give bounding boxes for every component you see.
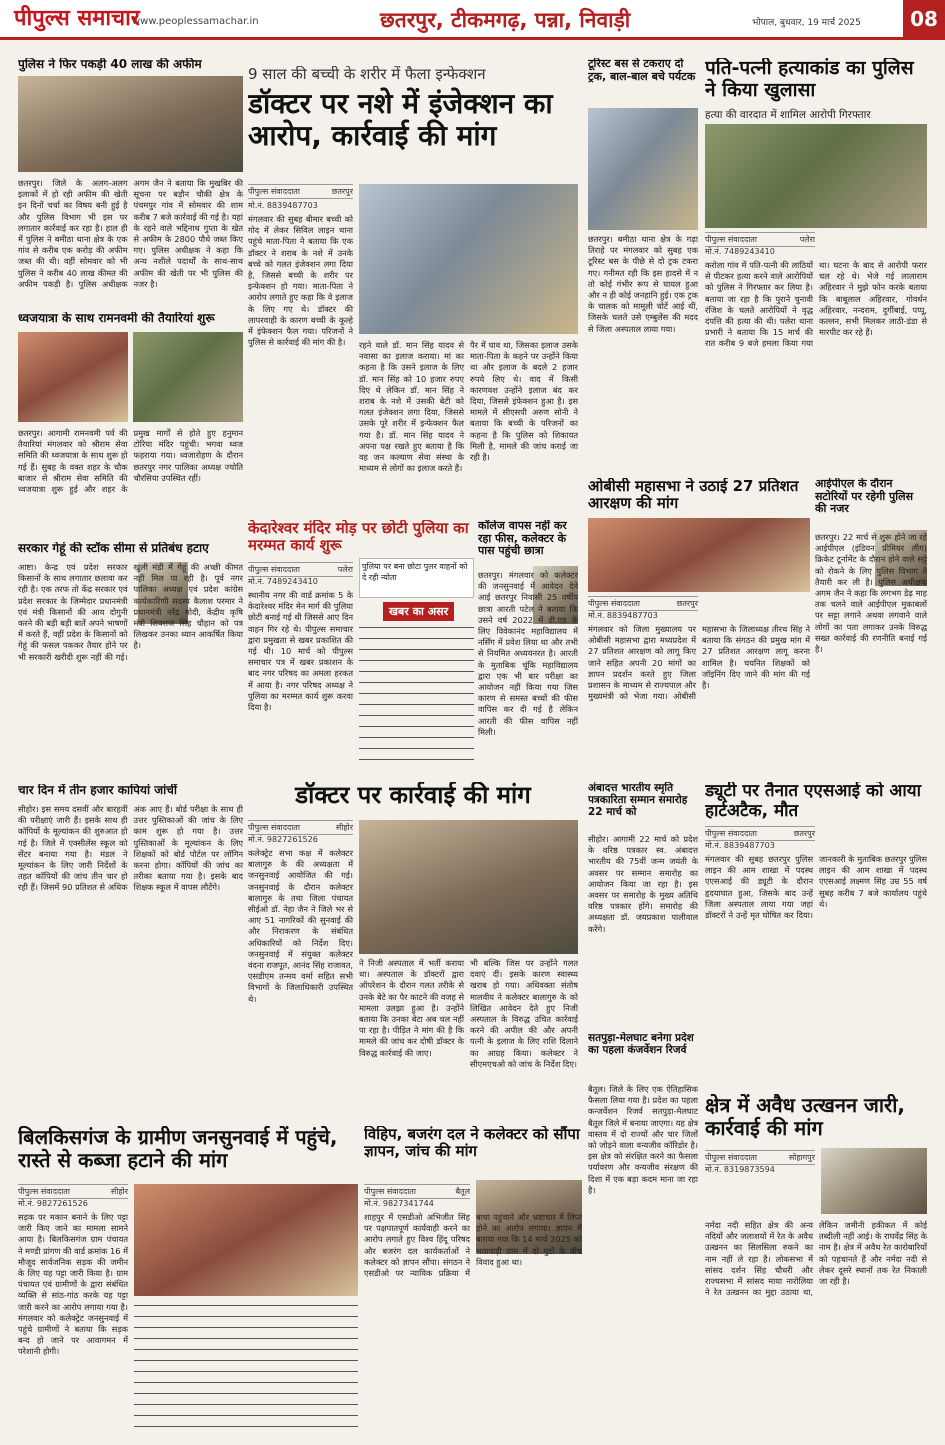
byline (705, 826, 815, 841)
byline (248, 562, 353, 577)
story-wheat-stock (18, 542, 243, 770)
headline: अंबादत्त भारतीय स्मृति पत्रकारिता सम्मान समारोह 22 मार्च को (588, 782, 688, 819)
headline: बिलकिसगंज के ग्रामीण जनसुनवाई में पहुंचे, रास्ते से कब्जा हटाने की मांग (18, 1126, 338, 1172)
byline-name: पीपुल्स संवाददाता (364, 1187, 416, 1196)
article-body: छतरपुर। बमीठा थाना क्षेत्र के गढ़ा तिराहे पर मंगलवार को सुबह एक टूरिस्ट बस के पीछे से दो ट्रक टकरा गए। गनीमत रही कि इस हादसे में न तो कोई गंभीर रूप से घायल हुआ और न ही कोई जनहानि हुई। एक ट्रक के चालक को मामूली चोटें आई थीं, जिसके चलते उसे एम्बुलेंस की मदद से जिला अस्पताल लाया गया। (588, 234, 698, 334)
byline-location: छतरपुर (331, 187, 353, 196)
article-body: छतरपुर। मंगलवार को कलेक्टर की जनसुनवाई में आवेदन देने आई छतरपुर निवासी 25 वर्षीय छात्रा आरती पटेल ने बताया कि उसने वर्ष 2022 में डी.एड के लिए विवेकानंद महाविद्यालय में नर्सिंग में प्रवेश लिया था और तभी से नियमित अध्ययनरत है। आरती के मुताबिक चूंकि महाविद्यालय द्वारा एक भी बार परीक्षा का आयोजन नहीं किया गया जिस कारण से समस्त बच्चों की फीस वापिस कर दी गई है लेकिन आरती की फीस वापिस नहीं मिली। (478, 570, 578, 737)
story-journalism-award (588, 782, 698, 972)
article-body-continued (359, 624, 474, 764)
byline-name: पीपुल्स संवाददाता (18, 1187, 70, 1196)
article-body-continued (134, 1302, 358, 1434)
article-body: बैतूल। जिले के लिए एक ऐतिहासिक फैसला लिया गया है। प्रदेश का पहला कन्जर्वेशन रिजर्व सतपुड़ा-मेलघाट बैतूल जिले में बनाया जाएगा। यह क्षेत्र वास्तव में दो राज्यों और चार जिलों को जोड़ने वाला वन्यजीव कॉरिडोर है। इस क्षेत्र को संरक्षित करने का फैसला पर्यावरण और वन्यजीव संरक्षण की दिशा में एक बड़ा कदम माना जा रहा है। (588, 1084, 698, 1195)
headline: विहिप, बजरंग दल ने कलेक्टर को सौंपा ज्ञापन, जांच की मांग (364, 1126, 580, 1161)
byline-location: सीहोर (110, 1187, 128, 1196)
byline-location: सीहोर (335, 823, 353, 832)
contact-number: मो.नं. 9827261526 (18, 1199, 88, 1208)
subheadline: हत्या की वारदात में शामिल आरोपी गिरफ्तार (705, 109, 871, 121)
headline: सतपुड़ा-मेलघाट बनेगा प्रदेश का पहला कंजर्वेशन रिजर्व (588, 1032, 694, 1057)
article-body: करोला गांव में पति-पत्नी की लाठियों से पीटकर हत्या करने वाले आरोपियों को पुलिस ने गिरफ्तार कर लिया है। बताया जा रहा है कि पुराने चुनावी रंजिश के चलते आरोपियों ने वृद्ध दंपत्ति की हत्या की थी। पलेरा थाना प्रभारी ने बताया कि 15 मार्च की रात करीब 9 बजे हमला किया गया था। घटना के बाद से आरोपी फरार चल रहे थे। भेजे गई लालाराम अहिरवार ने मुझे फोन करके बताया कि बाबूलाल अहिरवार, गोवर्धन अहिरवार, नन्दराम, दुर्गीबाई, पप्पू, कल्लन, सभी मिलकर लाठी-डंडा से मारपीट कर रहे हैं। (705, 260, 927, 349)
headline: टूरिस्ट बस से टकराए दो ट्रक, बाल-बाल बचे पर्यटक (588, 58, 696, 83)
photo (588, 518, 810, 592)
article-body: छतरपुर। जिले के अलग-अलग इलाकों में हो रही अफीम की खेती इन दिनों चर्चा का विषय बनी हुई है और पुलिस विभाग भी इस पर लगातार कार्रवाई कर रहा है। हाल ही में पुलिस ने बमीठा थाना क्षेत्र के एक गांव से करीब एक करोड़ की अफीम जब्त की थी। वहीं सोमवार को भी पुलिस ने करीब 40 लाख कीमत की अफीम पकड़ी है। पुलिस अधीक्षक अगम जैन ने बताया कि मुखबिर की सूचना पर बड़ौन चौकी क्षेत्र के पंचमपुर गांव में सोमवार की शाम करीब 7 बजे कार्रवाई की गई है। यहां के रहने वाले भद्दिनाथ गुप्ता के खेत से अफीम के 2800 पौधे जब्त किए गए। पुलिस अधीक्षक ने कहा कि अन्य नशीले पदार्थों के साथ-साथ अफीम की खेती पर भी पुलिस की नजर है। (18, 178, 243, 289)
article-body: सीहोर। आगामी 22 मार्च को प्रदेश के वरिष्ठ पत्रकार स्व. अंबादत्त भारतीय की 75वीं जन्म जयंती के अवसर पर सम्मान समारोह का आयोजन किया जा रहा है। इस अवसर पर समारोह के मुख्य अतिथि वरिष्ठ पत्रकार होंगे। समारोह की अध्यक्षता डॉ. जयप्रकाश पालीवाल करेंगे। (588, 834, 698, 934)
article-body: छतरपुर। आगामी रामनवमी पर्व की तैयारियां मंगलवार को श्रीराम सेवा समिति की ध्वजयात्रा के साथ शुरू हो गई हैं। सुबह के वक्त शहर के चौक बाजार से श्रीराम सेवा समिति की ध्वजयात्रा शुरू हुई और शहर के प्रमुख मार्गों से होते हुए हनुमान टोरिया मंदिर पहुंची। भगवा ध्वज फहराया गया। ध्वजारोहण के दौरान छतरपुर नगर पालिका अध्यक्ष ज्योति चौरसिया उपस्थित रहीं। (18, 428, 243, 495)
contact-number: मो.नं. 8839487703 (588, 611, 658, 620)
byline-name: पीपुल्स संवाददाता (705, 1153, 757, 1162)
byline-name: पीपुल्स संवाददाता (588, 599, 640, 608)
byline (705, 232, 815, 247)
article-body: शाहपुर में एसडीओ अभिजीत सिंह पर पक्षपातपूर्ण कार्यवाही करने का आरोप लगाते हुए विश्व हिंदू परिषद और बजरंग दल कार्यकर्ताओं ने कलेक्टर को ज्ञापन सौंपा। संगठन ने एसडीओ पर न्यायिक प्रक्रिया में बाधा पहुंचाने और भ्रष्टाचार में लिप्त होने का आरोप लगाया। ज्ञापन में बताया गया कि 14 मार्च 2025 को भयावाड़ी ग्राम में दो गुटों के बीच विवाद हुआ था। (364, 1212, 582, 1279)
story-couple-murder (705, 58, 927, 478)
photo (18, 76, 243, 172)
photo (133, 332, 243, 422)
article-body: कलेक्ट्रेट सभा कक्ष में कलेक्टर बालागुरु के की अध्यक्षता में जनसुनवाई आयोजित की गई। जनसुनवाई के दौरान कलेक्टर बालागुरु के तथा जिला पंचायत सीईओ डॉ. नेहा जैन ने जिले भर से आए 51 नागरिकों की सुनवाई की और निराकरण के संबंधित अधिकारियों को निर्देश दिए। जनसुनवाई में संयुक्त कलेक्टर वंदना राजपूत, आनंद सिंह राजावत, एसडीएम तन्मय वर्मा सहित सभी विभागों के जिलाधिकारी उपस्थित थे। (248, 848, 353, 1004)
byline-location: पलेरा (337, 565, 353, 574)
byline-location: छतरपुर (676, 599, 698, 608)
headline: क्षेत्र में अवैध उत्खनन जारी, कार्रवाई की मांग (705, 1094, 905, 1140)
article-body: छतरपुर। 22 मार्च से शुरू होने जा रहे आईपीएल (इंडियन प्रीमियर लीग) क्रिकेट टूर्नामेंट के दौरान होने वाले सट्टे को रोकने के लिए पुलिस विभाग ने तैयारी कर ली है। पुलिस अधीक्षक अगम जैन ने कहा कि लगभग डेढ़ माह तक चलने वाले आईपीएल मुकाबलों पर सट्टा लगाने अथवा लगवाने वाले लोगों का पता लगाकर उनके विरुद्ध सख्त कार्रवाई की रणनीति बनाई गई है। (815, 532, 927, 655)
byline (705, 1150, 815, 1165)
masthead (0, 0, 945, 40)
byline (248, 184, 353, 199)
story-bilkisganj-encroachment (18, 1126, 358, 1436)
headline: चार दिन में तीन हजार कापियां जांचीं (18, 784, 177, 797)
photo (821, 1148, 927, 1214)
story-asi-heart-attack (705, 782, 927, 1082)
byline-location: पलेरा (799, 235, 815, 244)
headline: ओबीसी महासभा ने उठाई 27 प्रतिशत आरक्षण की मांग (588, 478, 799, 513)
article-body: भी बल्कि जिस पर उन्होंने गलत दवाएं दीं। इसके कारण स्वास्थ्य खराब हो गया। अधिवक्ता संतोष मालवीय ने कलेक्टर बालागुरु के को लिखित आवेदन देते हुए निजी अस्पताल के विरुद्ध उचित कार्रवाई करने की अपील की और अपनी पत्नी के इलाज के लिए राशि दिलाने का आग्रह किया। कलेक्टर ने सीएमएचओ को जांच के निर्देश दिए। (470, 958, 578, 1069)
contact-number: मो.नं. 8319873594 (705, 1165, 775, 1174)
byline-name: पीपुल्स संवाददाता (248, 187, 300, 196)
clipping (359, 558, 474, 598)
contact-number: मो.नं. 7489243410 (705, 247, 775, 256)
story-tourist-bus (588, 58, 698, 478)
headline: आईपीएल के दौरान सटोरियों पर रहेगी पुलिस की नजर (815, 478, 914, 516)
article-body: स्थानीय नगर की वार्ड क्रमांक 5 के केदारेश्वर मंदिर मेन मार्ग की पुलिया छोटी बनाई गई थी जिससे आए दिन वाहन गिर रहे थे। पीपुल्स समाचार द्वारा प्रमुखता से खबर प्रकाशित की गई थी। 10 मार्च को पीपुल्स समाचार पत्र में खबर प्रकाशन के बाद नगर परिषद का अमला हरकत में आया है। नगर परिषद अध्यक्ष ने पुलिया का मरम्मत कार्य शुरू करवा दिया है। (248, 590, 353, 713)
article-body: रहने वाले डॉ. मान सिंह यादव से नवासा का इलाज कराया। मां का कहना है कि उसने इलाज के लिए डॉ. मान सिंह को 10 हजार रुपए दिए थे लेकिन डॉ. मान सिंह ने शराब के नशे में उसकी बेटी को गलत इंजेक्शन लगा दिया, जिससे उसके पूरे शरीर में इन्फेक्शन फैल गया है। डॉ. मान सिंह यादव ने अपना पक्ष रखते हुए बताया है कि वह जन कल्याण सेवा संस्था के माध्यम से लोगों का इलाज करते हैं। (359, 340, 464, 474)
story-doctor-injection (248, 66, 578, 516)
article-body: ने निजी अस्पताल में भर्ती कराया था। अस्पताल के डॉक्टरों द्वारा ऑपरेशन के दौरान गलत तरीके से उनके बेटे का पैर काटने की वजह से मामला उलझा हुआ है। उन्होंने बताया कि उनका बेटा अब चल नहीं पा रहा है। पीड़ित ने मांग की है कि मामले की जांच कर दोषी डॉक्टर के विरुद्ध कार्रवाई की जाए। (359, 958, 464, 1058)
article-body: आष्टा। केन्द्र एवं प्रदेश सरकार किसानों के साथ लगातार छलावा कर रही है। एक तरफ तो केंद्र सरकार एवं प्रदेश सरकार के जिम्मेदार प्रधानमंत्री एवं मंत्री किसानों की आय दोगुनी करने की बड़ी बड़ी बातें अपने भाषणों में करते हैं, वहीं प्रदेश के किसानों को गेहूं की फसल पककर तैयार होने पर भी सरकारी खरीदी शुरू नहीं की गई। खुली मंडी में गेहूं की अच्छी कीमत नहीं मिल पा रही है। पूर्व नगर पालिका अध्यक्ष एवं प्रदेश कांग्रेस कार्यकारिणी सदस्य कैलाश परमार ने प्रधानमंत्री नरेंद्र मोदी, केंद्रीय कृषि मंत्री शिवराज सिंह चौहान को पत्र लिखकर उनका ध्यान आकर्षित किया है। (18, 562, 243, 662)
clipping-text: पुलिया पर बना छोटा पुलर वाहनों को दे रही न्योता (362, 562, 468, 582)
photo (705, 124, 927, 228)
impact-badge: खबर का असर (383, 602, 454, 621)
headline: पुलिस ने फिर पकड़ी 40 लाख की अफीम (18, 58, 202, 71)
story-ipl-betting (815, 478, 927, 768)
contact-number: मो.नं. 9827341744 (364, 1199, 434, 1208)
photo (359, 820, 578, 954)
story-doctor-action-demand (248, 782, 578, 1122)
byline-location: छतरपुर (793, 829, 815, 838)
photo (588, 108, 698, 230)
page-region-title: छतरपुर, टीकमगढ़, पन्ना, निवाड़ी (380, 8, 631, 32)
article-body: सड़क पर मकान बनाने के लिए पट्टा जारी किए जाने का मामला सामने आया है। बिलकिसगंज ग्राम पंचायत ने मण्डी प्रांगण की वार्ड क्रमांक 16 में मौजूद सार्वजनिक सड़क की जमीन के लिए यह पट्टा जारी किया है। ग्राम पंचायत एवं ग्रामीणों के द्वारा संबंधित व्यक्ति से सांठ-गांठ करके यह पट्टा जारी करने का आरोप लगाया गया है। मंगलवार को कलेक्ट्रेट जनसुनवाई में पहुंचे ग्रामीणों ने बताया कि सड़क बन्द हो जाने पर आवागमन में परेशानी होगी। (18, 1212, 128, 1357)
article-body: मंगलवार की सुबह छतरपुर पुलिस लाइन की आम शाखा में पदस्थ एएसआई की ड्यूटी के दौरान हृदयाघात हुआ, जिसके बाद उन्हें जिला अस्पताल लाया गया जहां डॉक्टरों ने उन्हें मृत घोषित कर दिया। जानकारी के मुताबिक छतरपुर पुलिस लाइन की आम शाखा में पदस्थ एएसआई लक्ष्मण सिंह उम्र 55 वर्ष सुबह करीब 7 बजे कार्यालय पहुंचे थे। (705, 854, 927, 921)
story-conservation-reserve (588, 1032, 698, 1432)
byline-name: पीपुल्स संवाददाता (705, 829, 757, 838)
article-body: सीहोर। इस समय दसवीं और बारहवीं की परीक्षाएं जारी हैं। इसके साथ ही कॉपियों के मूल्यांकन की शुरुआत हो गई है। जिले में एक्सीलेंस स्कूल को सेंटर बनाया गया है। मंडल ने मूल्यांकन के लिए जारी निर्देशों के तहत कॉपियों की जांच तीन चार हो रही हैं। जिसमें 90 प्रतिशत से अधिक अंक आए हैं। बोर्ड परीक्षा के साथ ही उत्तर पुस्तिकाओं की जांच के लिए काम शुरू हो गया है। उत्तर पुस्तिकाओं के मूल्यांकन के लिए शिक्षकों को बोर्ड पोर्टल पर लॉगिन करना होगा। कॉपियों की जांच का तरीका बताया गया है। इसके बाद शिक्षक स्कूल में वापस लौटेंगे। (18, 804, 243, 893)
byline-name: पीपुल्स संवाददाता (705, 235, 757, 244)
byline-location: सोहागपुर (788, 1153, 815, 1162)
contact-number: मो.नं. 8839487703 (705, 841, 775, 850)
photo (18, 332, 128, 422)
article-body: मंगलवार को जिला मुख्यालय पर ओबीसी महासभा द्वारा मध्यप्रदेश में 27 प्रतिशत आरक्षण को लागू किए जाने सहित अपनी 20 मांगों का ज्ञापन प्रदर्शन करते हुए जिला प्रशासन के माध्यम से राज्यपाल और मुख्यमंत्री को भेजा गया। ओबीसी महासभा के जिलाध्यक्ष तीरथ सिंह ने बताया कि संगठन की प्रमुख मांग में 27 प्रतिशत आरक्षण लागू करना शामिल है। चयनित शिक्षकों को जॉइनिंग दिए जाने की मांग की गई है। (588, 624, 810, 702)
story-kedareshwar-culvert (248, 520, 474, 770)
headline: डॉक्टर पर नशे में इंजेक्शन का आरोप, कार्रवाई की मांग (248, 87, 553, 153)
article-body: नर्मदा नदी सहित क्षेत्र की अन्य नदियों और जलाशयों में रेत के अवैध उत्खनन का सिलसिला रुकने का नाम नहीं ले रहा है। लोकसभा में सांसद दर्शन सिंह चौधरी और राज्यसभा में सांसद माया नारोलिया ने रेत उत्खनन का मुद्दा उठाया था, लेकिन जमीनी हकीकत में कोई तब्दीली नहीं आई। के राघवेंद्र सिंह के नाम है। क्षेत्र में अवैध रेत कारोबारियों को पहचानते हैं और नर्मदा नदी से लेकर दूसरे स्थानों तक रेत निकाली जा रही है। (705, 1220, 927, 1298)
deck: 9 साल की बच्ची के शरीर में फैला इन्फेक्शन (248, 66, 486, 83)
headline: सरकार गेहूं की स्टॉक सीमा से प्रतिबंध हटाए (18, 542, 209, 555)
story-ramnavami (18, 312, 243, 542)
website-url[interactable]: www.peoplessamachar.in (132, 16, 259, 27)
headline: डॉक्टर पर कार्रवाई की मांग (295, 782, 531, 809)
story-copies-checked (18, 784, 243, 1094)
story-obc-reservation (588, 478, 810, 768)
newspaper-logo: पीपुल्स समाचार (14, 5, 140, 31)
photo (134, 1184, 358, 1296)
byline (248, 820, 353, 835)
headline: ध्वजयात्रा के साथ रामनवमी की तैयारियां शुरू (18, 312, 215, 325)
story-college-fees (478, 520, 578, 770)
photo (359, 184, 578, 334)
story-vhp-memorandum (364, 1126, 582, 1436)
byline (18, 1184, 128, 1199)
headline: पति-पत्नी हत्याकांड का पुलिस ने किया खुलासा (705, 58, 914, 101)
headline: ड्यूटी पर तैनात एएसआई को आया हार्टअटैक, मौत (705, 782, 921, 821)
byline-name: पीपुल्स संवाददाता (248, 823, 300, 832)
headline: कॉलेज वापस नहीं कर रहा फीस, कलेक्टर के पास पहुंची छात्रा (478, 520, 567, 558)
contact-number: मो.नं. 7489243410 (248, 577, 318, 586)
byline (588, 596, 698, 611)
headline: केदारेश्वर मंदिर मोड़ पर छोटी पुलिया का मरम्मत कार्य शुरू (248, 520, 469, 555)
byline (364, 1184, 470, 1199)
article-body: पैर में घाव था, जिसका इलाज उसके माता-पिता के कहने पर उन्होंने किया था और इलाज के बदले 2 हजार रुपये लिए थे। वाद में किसी कारणवश उन्होंने इलाज बंद कर दिया, जिससे इंफेक्शन हुआ है। इस मामले में सीएसपी अरुण सोनी ने बताया कि बच्ची के परिजनों का कहना है कि पुलिस को शिकायत मिली है, मामले की जांच कराई जा रही है। (470, 340, 578, 463)
byline-location: बैतूल (455, 1187, 470, 1196)
contact-number: मो.नं. 8839487703 (248, 201, 318, 210)
byline-name: पीपुल्स संवाददाता (248, 565, 300, 574)
story-illegal-mining (705, 1094, 927, 1434)
article-body: मंगलवार की सुबह बीमार बच्ची को गोद में लेकर सिविल लाइन थाना पहुंचे माता-पिता ने बताया कि एक डॉक्टर ने शराब के नशे में उनके बच्चे को गलत इंजेक्शन लगा दिया है, जिससे बच्ची के शरीर पर इन्फेक्शन हो गया। माता-पिता ने आरोप लगाते हुए कहा कि वे इलाज के लिए गए थे। डॉक्टर की लापरवाही के कारण बच्ची के कूल्हे में इंफेक्शन फैल गया। परिजनों ने पुलिस से कार्रवाई की मांग की है। (248, 214, 353, 348)
dateline: भोपाल, बुधवार, 19 मार्च 2025 (752, 18, 861, 28)
contact-number: मो.नं. 9827261526 (248, 835, 318, 844)
page-number: 08 (903, 0, 945, 37)
